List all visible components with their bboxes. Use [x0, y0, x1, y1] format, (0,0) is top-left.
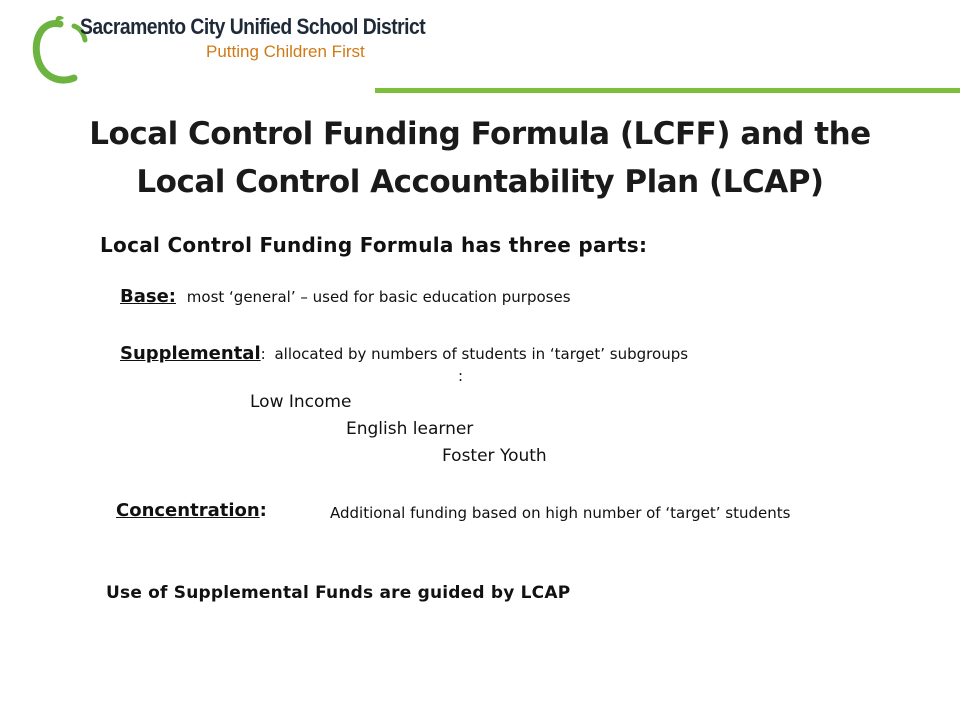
footer-note: Use of Supplemental Funds are guided by LCAP [106, 583, 571, 603]
concentration-part [116, 500, 267, 521]
supplemental-colon: : [260, 345, 266, 363]
concentration-label: Concentration [116, 500, 260, 521]
subgroup-item: English learner [346, 419, 474, 439]
subgroup-item: Foster Youth [442, 446, 547, 466]
supplemental-description: allocated by numbers of students in ‘target’ subgroups [274, 345, 689, 363]
district-tagline: Putting Children First [206, 42, 365, 61]
base-label: Base: [120, 286, 176, 307]
concentration-colon: : [259, 500, 267, 521]
supplemental-trailing-colon: : [458, 367, 464, 385]
slide-subtitle: Local Control Funding Formula has three parts: [100, 233, 648, 257]
supplemental-label: Supplemental [120, 343, 261, 364]
subgroup-item: Low Income [250, 392, 352, 412]
base-description: most ‘general’ – used for basic education purposes [186, 288, 571, 306]
district-name: Sacramento City Unified School District [80, 14, 426, 39]
header-divider [375, 88, 960, 93]
supplemental-part [120, 343, 688, 364]
slide-title-line-1: Local Control Funding Formula (LCFF) and the [89, 116, 871, 152]
slide-title [0, 110, 960, 206]
slide-title-line-2: Local Control Accountability Plan (LCAP) [136, 164, 824, 200]
concentration-description: Additional funding based on high number of ‘target’ students [330, 504, 791, 522]
district-logo [30, 12, 426, 87]
base-part [120, 286, 571, 307]
